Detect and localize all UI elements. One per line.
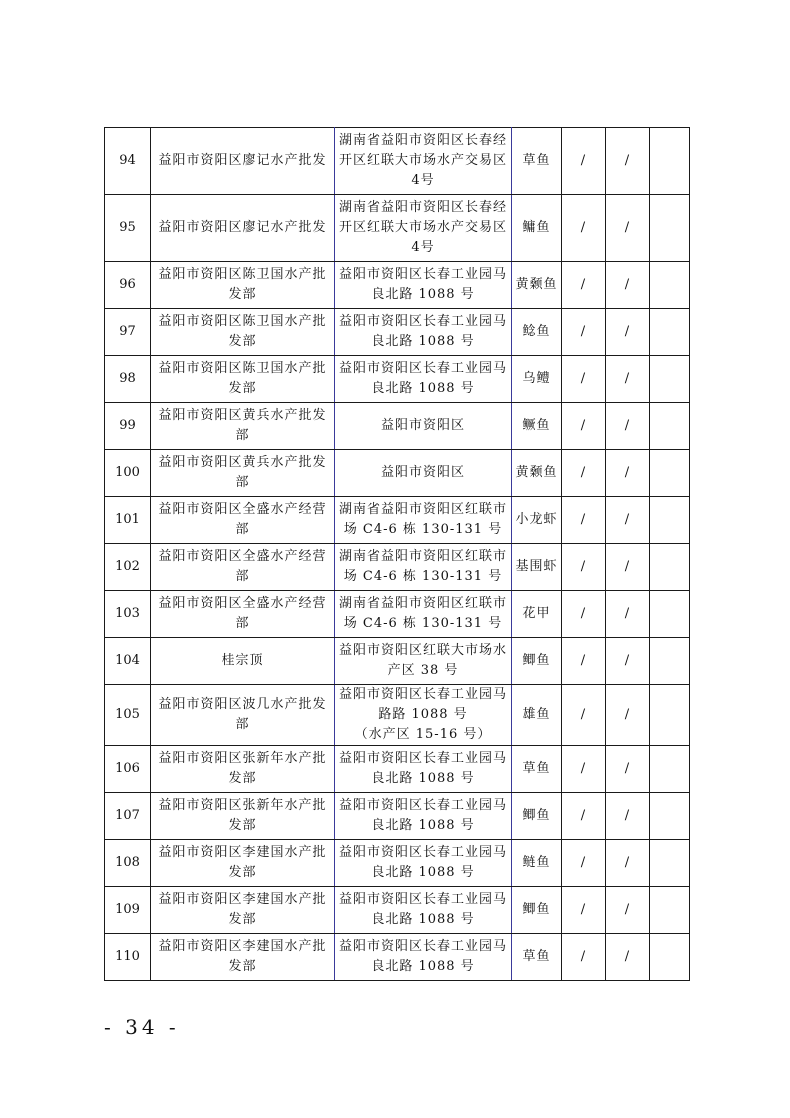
sample-name: 草鱼 [512, 934, 562, 981]
business-address: 益阳市资阳区 [335, 403, 512, 450]
business-name: 益阳市资阳区廖记水产批发 [151, 195, 335, 262]
col5-value: / [562, 793, 606, 840]
sample-name: 黄颡鱼 [512, 450, 562, 497]
col6-value: / [606, 262, 650, 309]
row-number: 106 [105, 746, 151, 793]
sample-name: 鳙鱼 [512, 195, 562, 262]
row-number: 100 [105, 450, 151, 497]
business-name: 益阳市资阳区陈卫国水产批发部 [151, 262, 335, 309]
row-number: 98 [105, 356, 151, 403]
business-name: 益阳市资阳区黄兵水产批发部 [151, 450, 335, 497]
col7-value [650, 685, 690, 746]
sample-name: 基围虾 [512, 544, 562, 591]
table-row [105, 544, 690, 591]
col5-value: / [562, 840, 606, 887]
sample-name: 乌鳢 [512, 356, 562, 403]
sample-name: 草鱼 [512, 128, 562, 195]
row-number: 105 [105, 685, 151, 746]
business-address: 益阳市资阳区长春工业园马路路 1088 号 （水产区 15-16 号） [335, 685, 512, 746]
table-row [105, 497, 690, 544]
col5-value: / [562, 450, 606, 497]
col7-value [650, 638, 690, 685]
business-name: 益阳市资阳区黄兵水产批发部 [151, 403, 335, 450]
col6-value: / [606, 746, 650, 793]
col5-value: / [562, 195, 606, 262]
table-row [105, 128, 690, 195]
business-address: 益阳市资阳区长春工业园马良北路 1088 号 [335, 356, 512, 403]
table-row [105, 887, 690, 934]
business-name: 桂宗顶 [151, 638, 335, 685]
business-name: 益阳市资阳区全盛水产经营部 [151, 591, 335, 638]
business-address: 湖南省益阳市资阳区长春经开区红联大市场水产交易区4号 [335, 195, 512, 262]
business-address: 益阳市资阳区长春工业园马良北路 1088 号 [335, 840, 512, 887]
col5-value: / [562, 746, 606, 793]
col6-value: / [606, 497, 650, 544]
table-row [105, 638, 690, 685]
row-number: 99 [105, 403, 151, 450]
col6-value: / [606, 403, 650, 450]
col7-value [650, 128, 690, 195]
col6-value: / [606, 309, 650, 356]
col5-value: / [562, 685, 606, 746]
col5-value: / [562, 887, 606, 934]
sample-name: 鲫鱼 [512, 793, 562, 840]
business-name: 益阳市资阳区李建国水产批发部 [151, 840, 335, 887]
business-address: 湖南省益阳市资阳区红联市场 C4-6 栋 130-131 号 [335, 591, 512, 638]
col6-value: / [606, 591, 650, 638]
table-body [105, 128, 690, 981]
sample-name: 鲫鱼 [512, 887, 562, 934]
sample-name: 鳜鱼 [512, 403, 562, 450]
business-address: 湖南省益阳市资阳区长春经开区红联大市场水产交易区4号 [335, 128, 512, 195]
sample-name: 鲶鱼 [512, 309, 562, 356]
col6-value: / [606, 840, 650, 887]
col7-value [650, 746, 690, 793]
col6-value: / [606, 685, 650, 746]
row-number: 103 [105, 591, 151, 638]
sample-name: 草鱼 [512, 746, 562, 793]
business-name: 益阳市资阳区陈卫国水产批发部 [151, 356, 335, 403]
col5-value: / [562, 403, 606, 450]
row-number: 101 [105, 497, 151, 544]
row-number: 95 [105, 195, 151, 262]
col7-value [650, 195, 690, 262]
col7-value [650, 591, 690, 638]
table-row [105, 195, 690, 262]
col7-value [650, 309, 690, 356]
col5-value: / [562, 262, 606, 309]
business-address: 益阳市资阳区长春工业园马良北路 1088 号 [335, 309, 512, 356]
business-address: 益阳市资阳区红联大市场水产区 38 号 [335, 638, 512, 685]
col5-value: / [562, 544, 606, 591]
col5-value: / [562, 638, 606, 685]
table-row [105, 793, 690, 840]
col5-value: / [562, 356, 606, 403]
business-name: 益阳市资阳区全盛水产经营部 [151, 497, 335, 544]
sample-name: 雄鱼 [512, 685, 562, 746]
sample-name: 小龙虾 [512, 497, 562, 544]
row-number: 97 [105, 309, 151, 356]
table-row [105, 309, 690, 356]
row-number: 108 [105, 840, 151, 887]
col7-value [650, 887, 690, 934]
business-address: 益阳市资阳区长春工业园马良北路 1088 号 [335, 887, 512, 934]
row-number: 110 [105, 934, 151, 981]
col7-value [650, 356, 690, 403]
business-name: 益阳市资阳区李建国水产批发部 [151, 887, 335, 934]
sample-name: 鲫鱼 [512, 638, 562, 685]
table-row [105, 403, 690, 450]
table-row [105, 356, 690, 403]
row-number: 109 [105, 887, 151, 934]
table-row [105, 840, 690, 887]
table-row [105, 746, 690, 793]
row-number: 94 [105, 128, 151, 195]
table-row [105, 685, 690, 746]
col6-value: / [606, 128, 650, 195]
sampling-table [104, 127, 690, 981]
business-name: 益阳市资阳区陈卫国水产批发部 [151, 309, 335, 356]
business-name: 益阳市资阳区廖记水产批发 [151, 128, 335, 195]
col6-value: / [606, 356, 650, 403]
business-address: 益阳市资阳区长春工业园马良北路 1088 号 [335, 934, 512, 981]
row-number: 104 [105, 638, 151, 685]
table-row [105, 934, 690, 981]
col6-value: / [606, 934, 650, 981]
col5-value: / [562, 934, 606, 981]
business-name: 益阳市资阳区全盛水产经营部 [151, 544, 335, 591]
col7-value [650, 497, 690, 544]
col6-value: / [606, 638, 650, 685]
business-address: 益阳市资阳区长春工业园马良北路 1088 号 [335, 746, 512, 793]
col7-value [650, 450, 690, 497]
row-number: 102 [105, 544, 151, 591]
business-address: 益阳市资阳区长春工业园马良北路 1088 号 [335, 262, 512, 309]
col6-value: / [606, 544, 650, 591]
col7-value [650, 544, 690, 591]
sample-name: 花甲 [512, 591, 562, 638]
col5-value: / [562, 591, 606, 638]
col5-value: / [562, 128, 606, 195]
business-address: 湖南省益阳市资阳区红联市场 C4-6 栋 130-131 号 [335, 544, 512, 591]
business-address: 湖南省益阳市资阳区红联市场 C4-6 栋 130-131 号 [335, 497, 512, 544]
table-row [105, 591, 690, 638]
col6-value: / [606, 793, 650, 840]
sample-name: 黄颡鱼 [512, 262, 562, 309]
business-name: 益阳市资阳区张新年水产批发部 [151, 793, 335, 840]
table-row [105, 262, 690, 309]
col7-value [650, 403, 690, 450]
col5-value: / [562, 309, 606, 356]
business-name: 益阳市资阳区张新年水产批发部 [151, 746, 335, 793]
col5-value: / [562, 497, 606, 544]
col6-value: / [606, 450, 650, 497]
business-name: 益阳市资阳区波几水产批发部 [151, 685, 335, 746]
col6-value: / [606, 887, 650, 934]
col7-value [650, 840, 690, 887]
row-number: 107 [105, 793, 151, 840]
business-address: 益阳市资阳区 [335, 450, 512, 497]
page-number: - 34 - [104, 1015, 180, 1039]
row-number: 96 [105, 262, 151, 309]
col7-value [650, 934, 690, 981]
col6-value: / [606, 195, 650, 262]
sample-name: 鲢鱼 [512, 840, 562, 887]
col7-value [650, 262, 690, 309]
business-address: 益阳市资阳区长春工业园马良北路 1088 号 [335, 793, 512, 840]
business-name: 益阳市资阳区李建国水产批发部 [151, 934, 335, 981]
table-row [105, 450, 690, 497]
col7-value [650, 793, 690, 840]
